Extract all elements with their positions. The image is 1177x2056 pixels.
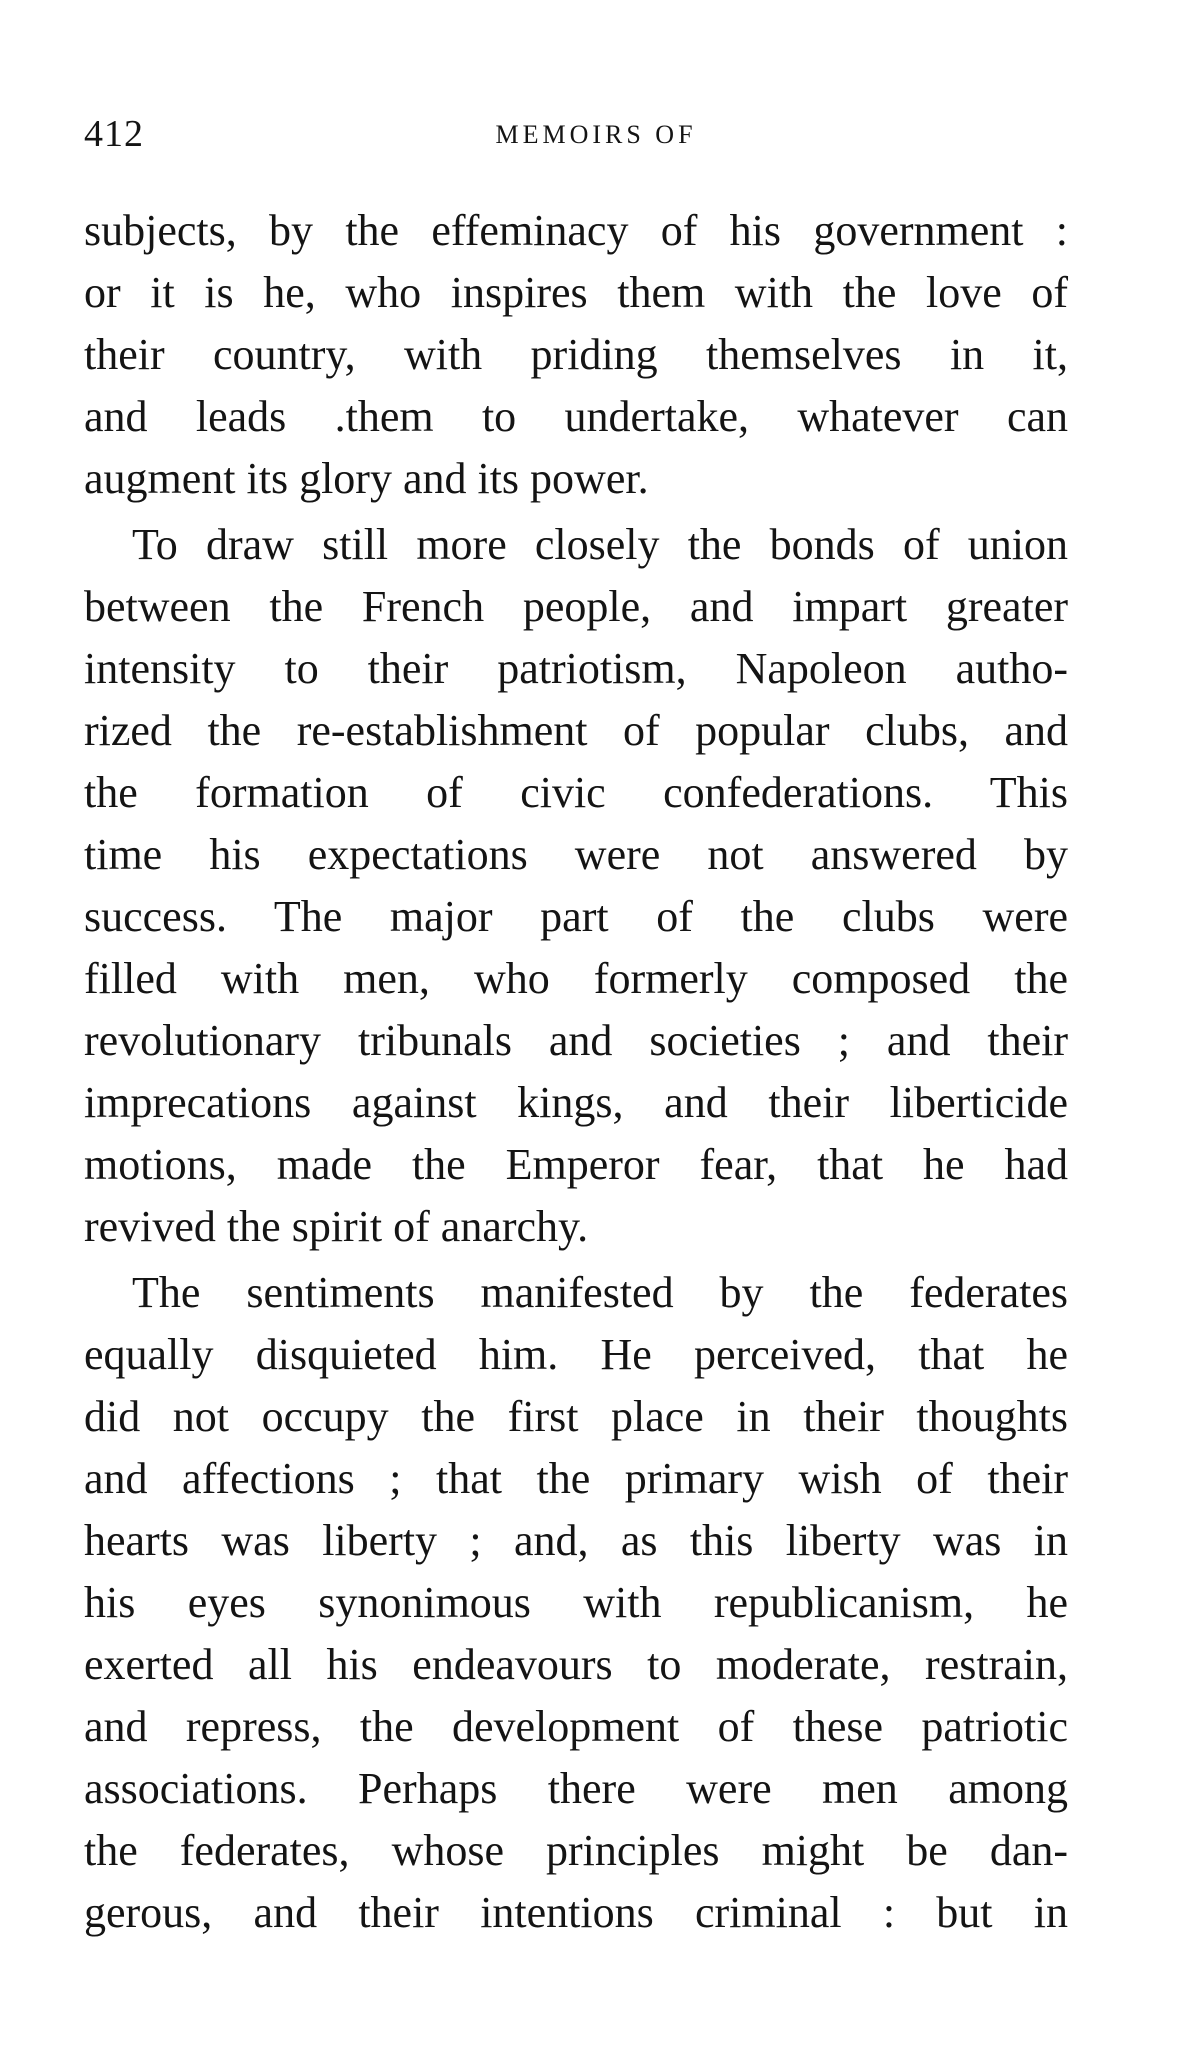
paragraph-3 (84, 1262, 1068, 1944)
text-line: time his expectations were not answered by (84, 830, 1068, 879)
text-line: To draw still more closely the bonds of union (132, 520, 1068, 569)
text-line: The sentiments manifested by the federates (132, 1268, 1068, 1317)
text-line: gerous, and their intentions criminal : but in (84, 1888, 1068, 1937)
text-line: motions, made the Emperor fear, that he had (84, 1140, 1068, 1189)
body-text (84, 200, 1068, 1944)
text-line: did not occupy the first place in their thoughts (84, 1392, 1068, 1441)
text-line: hearts was liberty ; and, as this liberty was in (84, 1516, 1068, 1565)
text-line: imprecations against kings, and their liberticide (84, 1078, 1068, 1127)
text-line: the formation of civic confederations. This (84, 768, 1068, 817)
text-line: augment its glory and its power. (84, 454, 649, 503)
text-line: associations. Perhaps there were men among (84, 1764, 1068, 1813)
text-line: revived the spirit of anarchy. (84, 1202, 589, 1251)
text-line: between the French people, and impart greater (84, 582, 1068, 631)
text-line: subjects, by the effeminacy of his government : (84, 206, 1068, 255)
text-line: the federates, whose principles might be dan- (84, 1826, 1068, 1875)
paragraph-2 (84, 514, 1068, 1258)
text-line: equally disquieted him. He perceived, that he (84, 1330, 1068, 1379)
text-line: or it is he, who inspires them with the love of (84, 268, 1068, 317)
paragraph-1 (84, 200, 1068, 510)
text-line: filled with men, who formerly composed the (84, 954, 1068, 1003)
text-line: revolutionary tribunals and societies ; and their (84, 1016, 1068, 1065)
page-header (84, 112, 1068, 162)
text-line: his eyes synonimous with republicanism, he (84, 1578, 1068, 1627)
text-line: rized the re-establishment of popular clubs, and (84, 706, 1068, 755)
text-line: and repress, the development of these patriotic (84, 1702, 1068, 1751)
text-line: exerted all his endeavours to moderate, restrain, (84, 1640, 1068, 1689)
text-line: and affections ; that the primary wish of their (84, 1454, 1068, 1503)
running-head: MEMOIRS OF (495, 120, 697, 149)
page-number: 412 (84, 113, 144, 155)
text-line: intensity to their patriotism, Napoleon autho- (84, 644, 1068, 693)
text-line: their country, with priding themselves in it, (84, 330, 1068, 379)
text-line: and leads .them to undertake, whatever can (84, 392, 1068, 441)
text-line: success. The major part of the clubs were (84, 892, 1068, 941)
